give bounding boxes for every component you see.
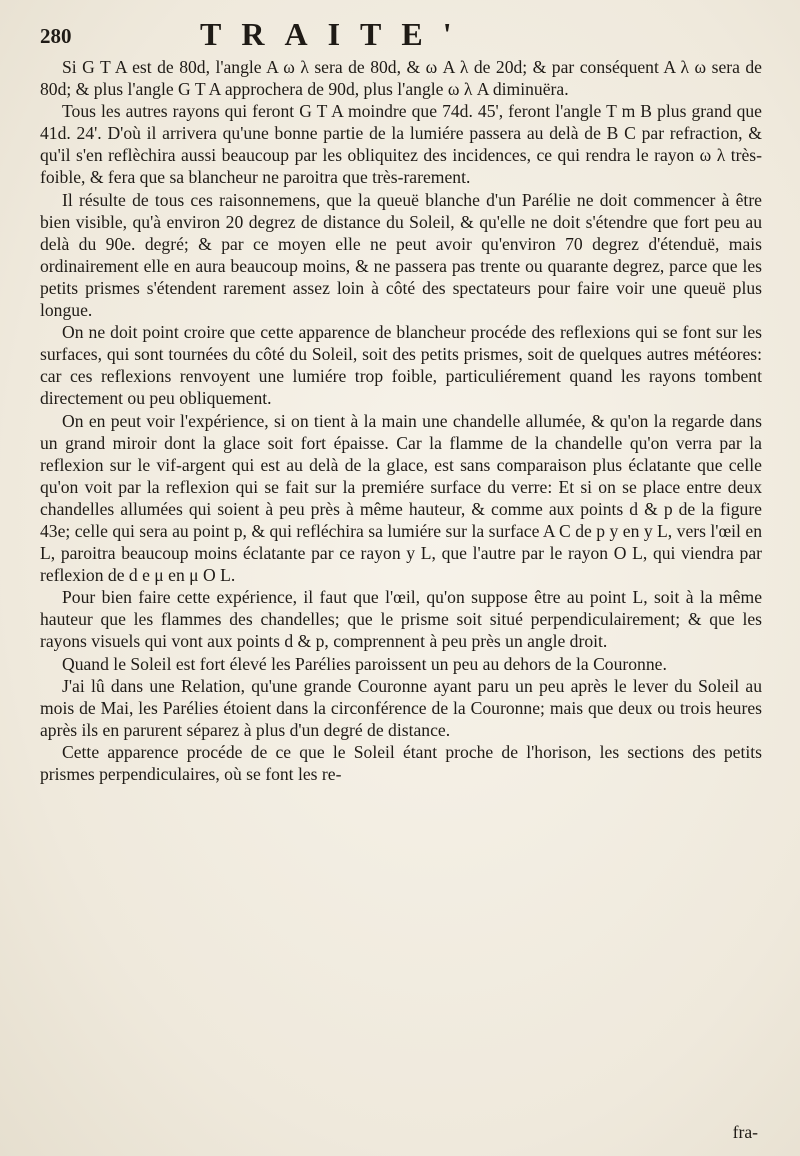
body-text xyxy=(40,56,762,785)
page-header xyxy=(40,14,768,54)
paragraph: On ne doit point croire que cette apparence de blancheur procéde des reflexions qui se font sur les surfaces, qui sont tournées du côté du Soleil, soit des petits prismes, soit de quelques autres météores: car ces reflexions renvoyent une lumiére trop foible, particuliérement quand les rayons tombent directement ou peu obliquement. xyxy=(40,322,762,409)
paragraph: On en peut voir l'expérience, si on tient à la main une chandelle allumée, & qu'on la regarde dans un grand miroir dont la glace soit fort épaisse. Car la flamme de la chandelle qu'on verra par la reflexion sur le vif-argent qui est au delà de la glace, est sans comparaison plus éclatante que celle qu'on voit par la reflexion qui se fait sur la premiére surface du verre: Et si on se place entre deux chandelles allumées qui soient à peu près à même hauteur, & comme aux points d & p de la figure 43e; celle qui sera au point p, & qui refléchira sa lumiére sur la surface A C de p y en y L, vers l'œil en L, paroitra beaucoup moins éclatante par ce rayon y L, que l'autre par le rayon O L, qui viendra par reflexion de d e μ en μ O L. xyxy=(40,410,762,586)
paragraph: Si G T A est de 80d, l'angle A ω λ sera de 80d, & ω A λ de 20d; & par conséquent A λ ω sera de 80d; & plus l'angle G T A approchera de 90d, plus l'angle ω λ A diminuëra. xyxy=(40,57,762,100)
running-title: TRAITE' xyxy=(200,16,472,52)
paragraph: Cette apparence procéde de ce que le Soleil étant proche de l'horison, les sections des petits prismes perpendiculaires, où se font les re- xyxy=(40,741,762,784)
paragraph: Il résulte de tous ces raisonnemens, que la queuë blanche d'un Parélie ne doit commencer à être bien visible, qu'à environ 20 degrez de distance du Soleil, & qu'elle ne doit s'étendre que fort peu au delà du 90e. degré; & par ce moyen elle ne peut avoir qu'environ 70 degrez d'étenduë, mais ordinairement elle en aura beaucoup moins, & ne passera pas trente ou quarante degrez, parce que les petits prismes s'étendent rarement assez loin à côté des spectateurs pour faire voir une queuë plus longue. xyxy=(40,189,762,321)
paragraph: Tous les autres rayons qui feront G T A moindre que 74d. 45', feront l'angle T m B plus grand que 41d. 24'. D'où il arrivera qu'une bonne partie de la lumiére passera au delà de B C par refraction, & qu'il s'en reflèchira aussi beaucoup par les obliquitez des incidences, ce qui rendra le rayon ω λ très-foible, & fera que sa blancheur ne paroitra que très-rarement. xyxy=(40,101,762,188)
paragraph: J'ai lû dans une Relation, qu'une grande Couronne ayant paru un peu après le lever du Soleil au mois de Mai, les Parélies étoient dans la circonférence de la Couronne; mais que deux ou trois heures après ils en parurent séparez à plus d'un degré de distance. xyxy=(40,675,762,740)
paragraph: Pour bien faire cette expérience, il faut que l'œil, qu'on suppose être au point L, soit à la même hauteur que les flammes des chandelles; que le prisme soit situé perpendiculairement; & que les rayons visuels qui vont aux points d & p, comprennent à peu près un angle droit. xyxy=(40,587,762,652)
paragraph: Quand le Soleil est fort élevé les Parélies paroissent un peu au dehors de la Couronne. xyxy=(62,653,667,674)
catchword: fra- xyxy=(732,1122,758,1142)
page-number: 280 xyxy=(40,24,72,48)
